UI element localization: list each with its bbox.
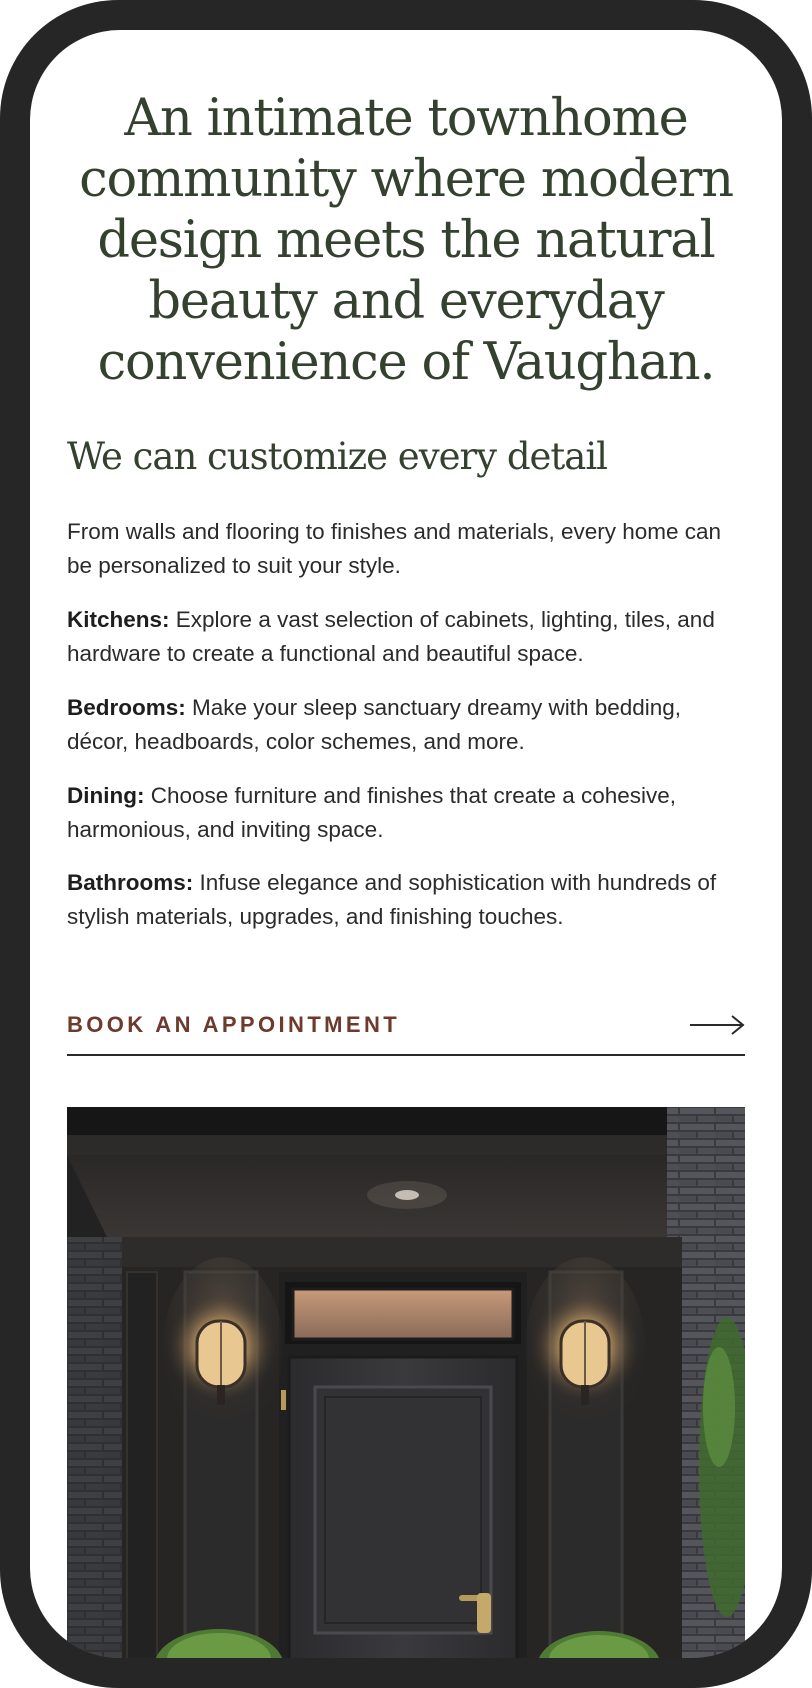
feature-bedrooms: [67, 691, 745, 759]
feature-text: Make your sleep sanctuary dreamy with bedding, décor, headboards, color schemes, and more.: [67, 695, 682, 754]
book-appointment-link[interactable]: [67, 1008, 745, 1056]
feature-label: Kitchens:: [67, 607, 170, 632]
feature-text: Explore a vast selection of cabinets, lighting, tiles, and hardware to create a functional and beautiful space.: [67, 607, 715, 666]
book-appointment-label: BOOK AN APPOINTMENT: [67, 1012, 401, 1037]
arrow-right-icon: [689, 1014, 745, 1036]
feature-bathrooms: [67, 866, 745, 934]
hero-heading: An intimate townhome community where modern design meets the natural beauty and everyday convenience of Vaughan.: [79, 89, 733, 392]
feature-text: Infuse elegance and sophistication with hundreds of stylish materials, upgrades, and finishing touches.: [67, 870, 717, 929]
customize-intro: From walls and flooring to finishes and materials, every home can be personalized to suit your style.: [67, 519, 722, 578]
screen: [30, 30, 782, 1658]
feature-label: Bathrooms:: [67, 870, 194, 895]
front-door-photo: [67, 1107, 745, 1658]
feature-label: Bedrooms:: [67, 695, 186, 720]
feature-text: Choose furniture and finishes that create a cohesive, harmonious, and inviting space.: [67, 783, 677, 842]
feature-kitchens: [67, 603, 745, 671]
customize-heading: We can customize every detail: [67, 435, 608, 478]
feature-label: Dining:: [67, 783, 145, 808]
feature-dining: [67, 779, 745, 847]
